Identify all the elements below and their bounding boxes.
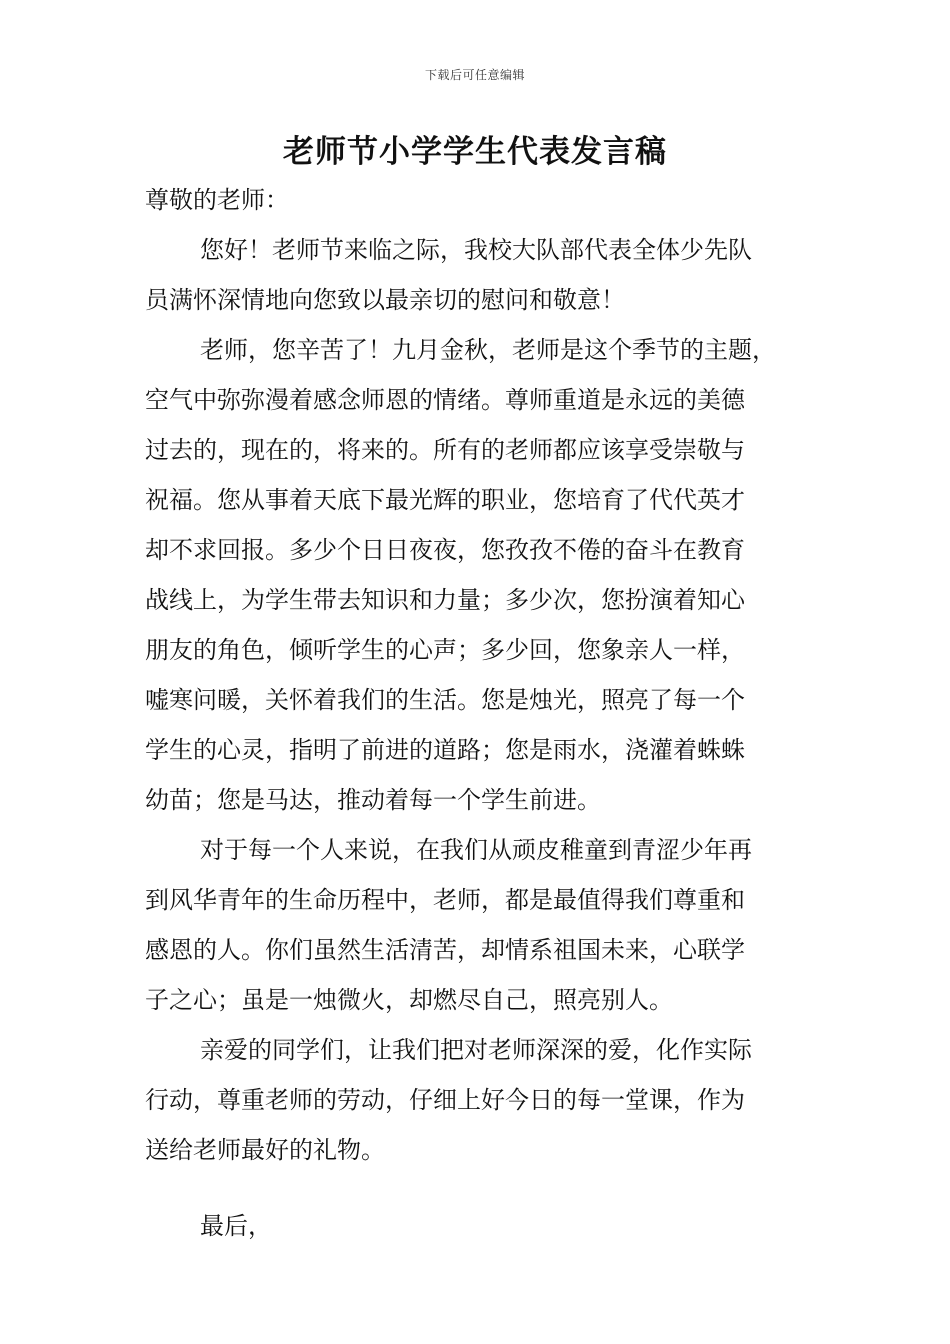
paragraph-line: 空气中弥弥漫着感念师恩的情绪。尊师重道是永远的美德: [145, 386, 745, 414]
paragraph-greeting: [145, 225, 815, 325]
paragraph-line: 朋友的角色，倾听学生的心声；多少回，您象亲人一样，: [145, 636, 745, 664]
paragraph-gratitude: [145, 825, 815, 1025]
salutation: 尊敬的老师：: [145, 186, 289, 214]
paragraph-line: 学生的心灵，指明了前进的道路；您是雨水，浇灌着蛛蛛: [145, 736, 745, 764]
paragraph-line: 行动，尊重老师的劳动，仔细上好今日的每一堂课，作为: [145, 1086, 745, 1114]
paragraph-line: 送给老师最好的礼物。: [145, 1136, 385, 1164]
document-body: [145, 175, 815, 1251]
paragraph-line: 却不求回报。多少个日日夜夜，您孜孜不倦的奋斗在教育: [145, 536, 745, 564]
paragraph-line: 您好！老师节来临之际，我校大队部代表全体少先队: [200, 236, 752, 264]
document-title: 老师节小学学生代表发言稿: [283, 134, 667, 170]
paragraph-line: 亲爱的同学们，让我们把对老师深深的爱，化作实际: [200, 1036, 752, 1064]
paragraph-line: 幼苗；您是马达，推动着每一个学生前进。: [145, 786, 601, 814]
paragraph-line: 过去的，现在的，将来的。所有的老师都应该享受崇敬与: [145, 436, 745, 464]
paragraph-line: 嘘寒问暖，关怀着我们的生活。您是烛光，照亮了每一个: [145, 686, 745, 714]
paragraph-line: 感恩的人。你们虽然生活清苦，却情系祖国未来，心联学: [145, 936, 745, 964]
paragraph-line: 员满怀深情地向您致以最亲切的慰问和敬意！: [145, 286, 625, 314]
paragraph-line: 祝福。您从事着天底下最光辉的职业，您培育了代代英才: [145, 486, 745, 514]
paragraph-line: 战线上，为学生带去知识和力量；多少次，您扮演着知心: [145, 586, 745, 614]
paragraph-line: 对于每一个人来说，在我们从顽皮稚童到青涩少年再: [200, 836, 752, 864]
closing-line: 最后，: [200, 1212, 272, 1240]
paragraph-line: 到风华青年的生命历程中，老师，都是最值得我们尊重和: [145, 886, 745, 914]
paragraph-line: 子之心；虽是一烛微火，却燃尽自己，照亮别人。: [145, 986, 673, 1014]
paragraph-thanks: [145, 325, 815, 825]
paragraph-call-to-action: [145, 1025, 815, 1175]
page-header-note: 下载后可任意编辑: [424, 68, 525, 82]
paragraph-line: 老师，您辛苦了！九月金秋，老师是这个季节的主题，: [200, 336, 776, 364]
